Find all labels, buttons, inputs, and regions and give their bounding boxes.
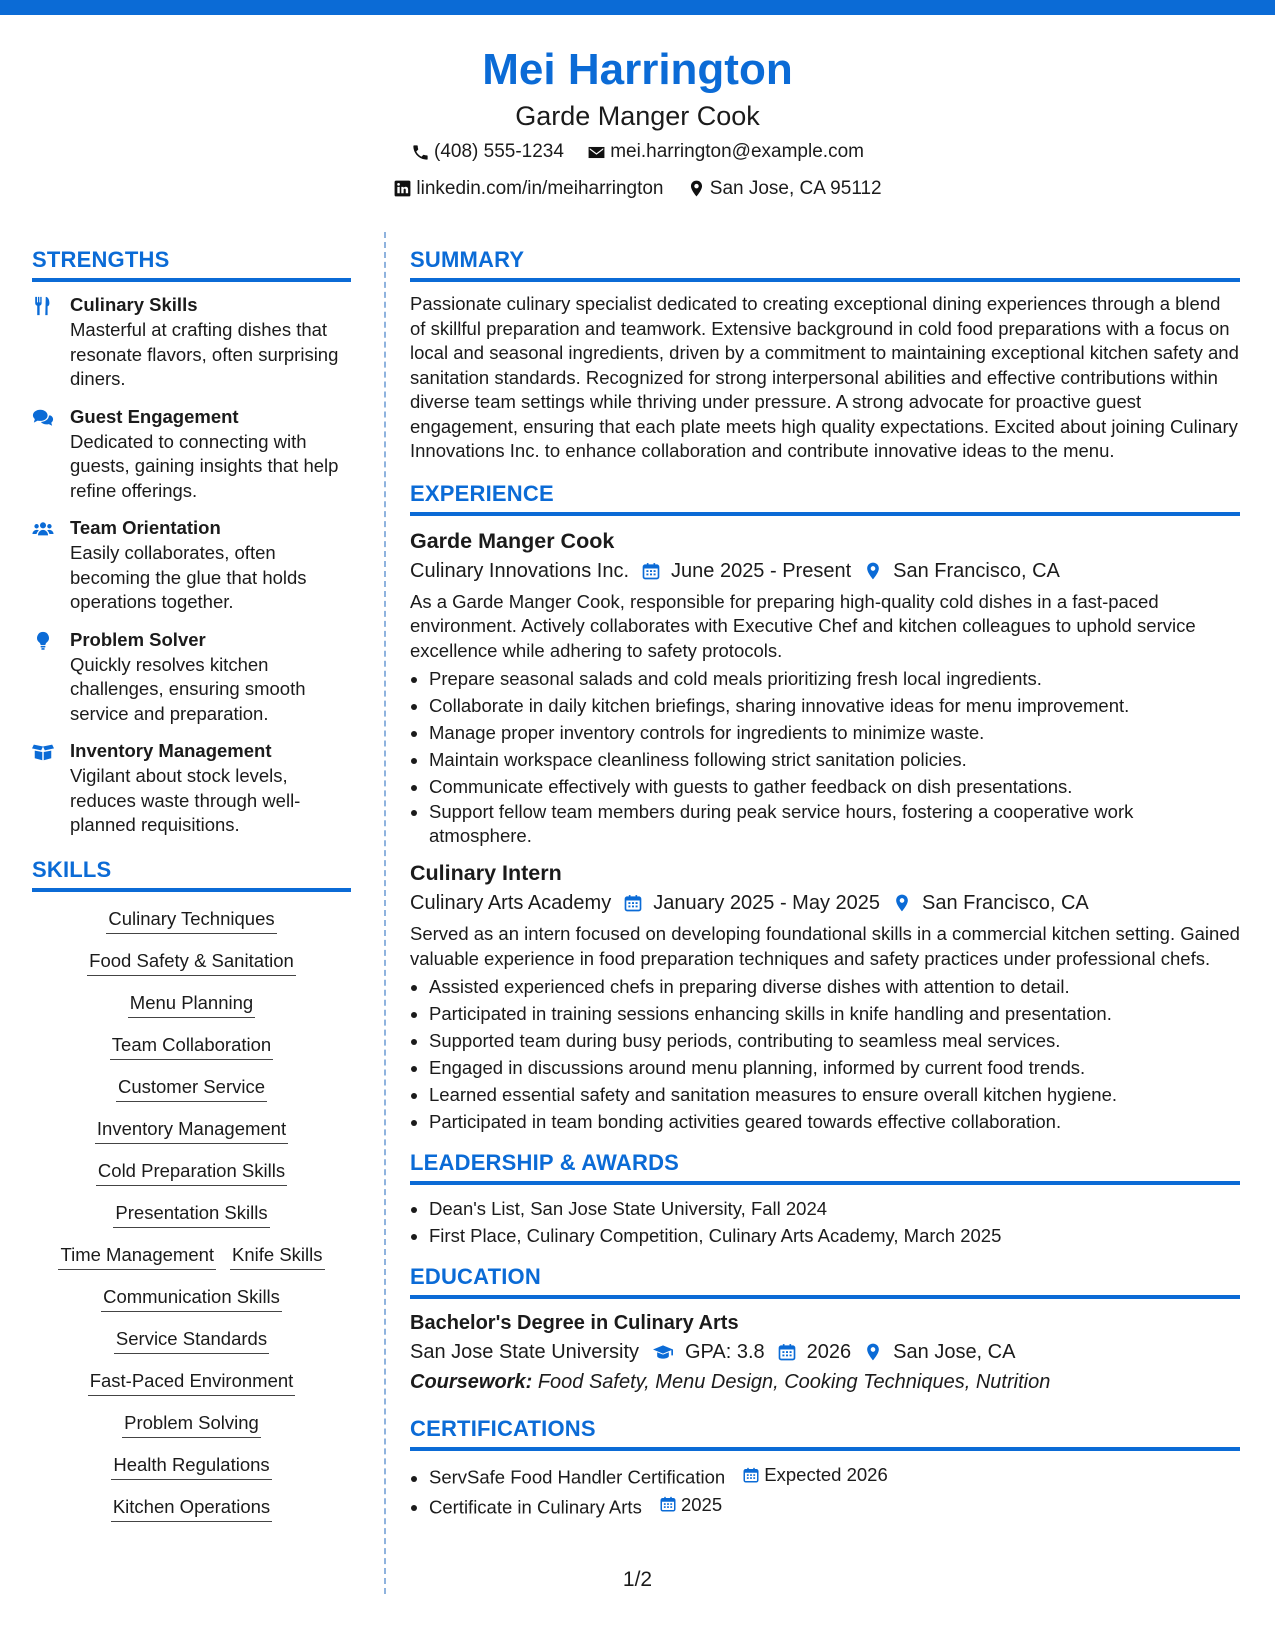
skill-tag: Menu Planning [128,990,255,1018]
coursework-label: Coursework: [410,1371,533,1393]
job-dates-text: January 2025 - May 2025 [653,892,881,914]
resume-header [0,40,1275,209]
skill-tag: Presentation Skills [113,1200,269,1228]
strengths-heading: STRENGTHS [32,246,351,282]
summary-heading: SUMMARY [410,246,1240,282]
strength-item [32,515,351,615]
education-heading: EDUCATION [410,1263,1240,1299]
map-marker-icon [892,893,912,913]
candidate-title: Garde Manger Cook [515,101,760,131]
job-entry [410,526,1240,849]
job-meta [410,556,1240,586]
job-entry [410,858,1240,1135]
calendar-icon [659,1495,677,1513]
list-item: • Manage proper inventory controls for ingredients to minimize waste. [429,719,1240,746]
column-divider [384,232,386,1594]
cert-date [659,1491,722,1518]
job-title: Culinary Intern [410,861,562,885]
calendar-icon [623,893,643,913]
comments-icon [32,407,54,429]
cert-date [742,1461,887,1488]
education-year [777,1337,852,1367]
skill-tag: Health Regulations [111,1452,271,1480]
list-item: • Collaborate in daily kitchen briefings, sharing innovative ideas for menu improvement. [429,692,1240,719]
list-item: • Maintain workspace cleanliness following strict sanitation policies. [429,746,1240,773]
job-meta [410,888,1240,918]
list-item: • First Place, Culinary Competition, Culinary Arts Academy, March 2025 [429,1222,1240,1249]
strength-desc: Masterful at crafting dishes that resonate flavors, often surprising diners. [70,319,339,389]
list-item: • Dean's List, San Jose State University, Fall 2024 [429,1195,1240,1222]
contact-linkedin[interactable] [393,173,663,205]
calendar-icon [641,561,661,581]
cert-date-text: Expected 2026 [764,1464,888,1485]
skill-tag: Knife Skills [230,1242,324,1270]
job-description: Served as an intern focused on developing foundational skills in a commercial kitchen setting. Gained valuable experience in food preparation techniques and safety practices under professional chefs. [410,923,1240,969]
education-gpa [651,1337,765,1367]
top-accent-bar [0,0,1275,15]
strength-desc: Dedicated to connecting with guests, gaining insights that help refine offerings. [70,430,339,501]
contact-phone [411,136,564,168]
list-item: • Assisted experienced chefs in preparing diverse dishes with attention to detail. [429,973,1240,1000]
list-item [429,1491,1240,1521]
skill-tag: Service Standards [114,1326,269,1354]
contact-row-1 [0,136,1275,173]
list-item [429,1461,1240,1491]
strength-item [32,627,351,727]
job-company: Culinary Innovations Inc. [410,559,630,582]
job-dates-text: June 2025 - Present [671,559,852,582]
certifications-heading: CERTIFICATIONS [410,1415,1240,1451]
education-section [410,1263,1240,1397]
skill-tag: Food Safety & Sanitation [87,948,296,976]
job-location-text: San Francisco, CA [922,892,1089,914]
coursework-text: Food Safety, Menu Design, Cooking Techniques, Nutrition [537,1371,1051,1393]
skill-tag: Culinary Techniques [106,906,276,934]
strength-title: Inventory Management [70,740,272,761]
phone-text: (408) 555-1234 [434,141,564,162]
job-description: As a Garde Manger Cook, responsible for preparing high-quality cold dishes in a fast-paced environment. Actively collaborates with Executive Chef and kitchen colleagues to uphold service excellence while adhering to safety protocols. [410,590,1196,661]
skill-tag: Problem Solving [122,1410,261,1438]
cert-date-text: 2025 [680,1493,723,1515]
list-item: • Communicate effectively with guests to gather feedback on dish presentations. [429,773,1240,800]
education-gpa-text: GPA: 3.8 [685,1341,765,1363]
skill-tag: Cold Preparation Skills [96,1158,287,1186]
summary-text: Passionate culinary specialist dedicated to creating exceptional dining experiences through a blend of skillful preparation and teamwork. Extensive background in cold food preparations with a focus on local and seasonal ingredients, driven by a commitment to maintaining exceptional kitchen safety and sanitation standards. Recognized for strong interpersonal abilities and effective contributions within diverse team settings while thriving under pressure. A strong advocate for proactive guest engagement, ensuring that each plate meets high quality expectations. Excited about joining Culinary Innovations Inc. to enhance collaboration and contribute innovative ideas to the menu. [410,293,1239,461]
cert-name: Certificate in Culinary Arts [429,1496,642,1517]
job-company: Culinary Arts Academy [410,892,612,914]
box-open-icon [32,741,54,763]
job-bullets [410,973,1240,1135]
strength-title: Team Orientation [70,517,221,538]
strength-item [32,404,351,504]
skill-tag: Customer Service [116,1074,267,1102]
linkedin-icon [393,179,412,198]
graduation-cap-icon [651,1342,675,1362]
lightbulb-icon [32,630,54,652]
education-year-text: 2026 [806,1341,852,1363]
job-bullets [410,665,1240,848]
email-text[interactable]: mei.harrington@example.com [610,141,864,162]
skill-tag: Kitchen Operations [111,1494,272,1522]
skill-tag: Communication Skills [101,1284,282,1312]
skill-tag: Inventory Management [95,1116,288,1144]
job-dates [641,556,851,586]
experience-heading: EXPERIENCE [410,480,1240,516]
education-meta [410,1337,1240,1367]
skill-tag: Fast-Paced Environment [88,1368,296,1396]
utensils-icon [32,295,54,317]
right-column [410,246,1240,1520]
candidate-name: Mei Harrington [482,45,793,94]
list-item: • Support fellow team members during peak service hours, fostering a cooperative work atmosphere. [429,800,1240,848]
contact-location [687,173,882,205]
strength-item [32,738,351,838]
skills-heading: SKILLS [32,856,351,892]
page-number: 1/2 [622,1568,653,1591]
contact-row-2 [0,173,1275,210]
skills-section [32,856,351,1522]
location-text: San Jose, CA 95112 [709,177,882,199]
strength-title: Guest Engagement [70,405,239,427]
job-dates [623,888,880,918]
map-marker-icon [863,561,883,581]
linkedin-text[interactable]: linkedin.com/in/meiharrington [416,177,664,199]
education-school: San Jose State University [410,1341,639,1363]
contact-email[interactable] [587,136,864,168]
job-location [892,888,1089,918]
leadership-heading: LEADERSHIP & AWARDS [410,1149,1240,1185]
list-item: • Learned essential safety and sanitation measures to ensure overall kitchen hygiene. [429,1081,1240,1108]
strength-desc: Easily collaborates, often becoming the glue that holds operations together. [70,542,307,612]
skill-tag: Team Collaboration [110,1032,273,1060]
certifications-list [410,1461,1240,1520]
certifications-section [410,1415,1240,1520]
education-location-text: San Jose, CA [893,1341,1016,1363]
strength-desc: Quickly resolves kitchen challenges, ensuring smooth service and preparation. [70,653,306,724]
map-marker-icon [687,179,706,198]
education-location [863,1337,1015,1367]
strength-title: Problem Solver [70,628,206,650]
skill-tag: Time Management [58,1242,216,1270]
strength-desc: Vigilant about stock levels, reduces waste through well-planned requisitions. [70,765,301,835]
strength-title: Culinary Skills [70,294,198,315]
calendar-icon [777,1342,797,1362]
calendar-icon [742,1466,760,1484]
education-degree: Bachelor's Degree in Culinary Arts [410,1312,739,1334]
list-item: • Participated in team bonding activities geared towards effective collaboration. [429,1108,1240,1135]
strength-item [32,292,351,392]
envelope-icon [587,143,606,162]
cert-name: ServSafe Food Handler Certification [429,1466,726,1488]
list-item: • Supported team during busy periods, contributing to seamless meal services. [429,1027,1240,1054]
leadership-section [410,1149,1240,1249]
list-item: • Engaged in discussions around menu planning, informed by current food trends. [429,1054,1240,1081]
map-marker-icon [863,1342,883,1362]
phone-icon [411,143,430,162]
users-icon [32,518,54,540]
list-item: • Participated in training sessions enhancing skills in knife handling and presentation. [429,1000,1240,1027]
leadership-list [410,1195,1240,1249]
skills-list [32,902,351,1522]
job-location-text: San Francisco, CA [893,559,1060,582]
list-item: • Prepare seasonal salads and cold meals prioritizing fresh local ingredients. [429,665,1240,692]
job-title: Garde Manger Cook [410,528,615,553]
job-location [863,556,1060,586]
left-column [32,246,351,1536]
coursework [410,1367,1240,1397]
